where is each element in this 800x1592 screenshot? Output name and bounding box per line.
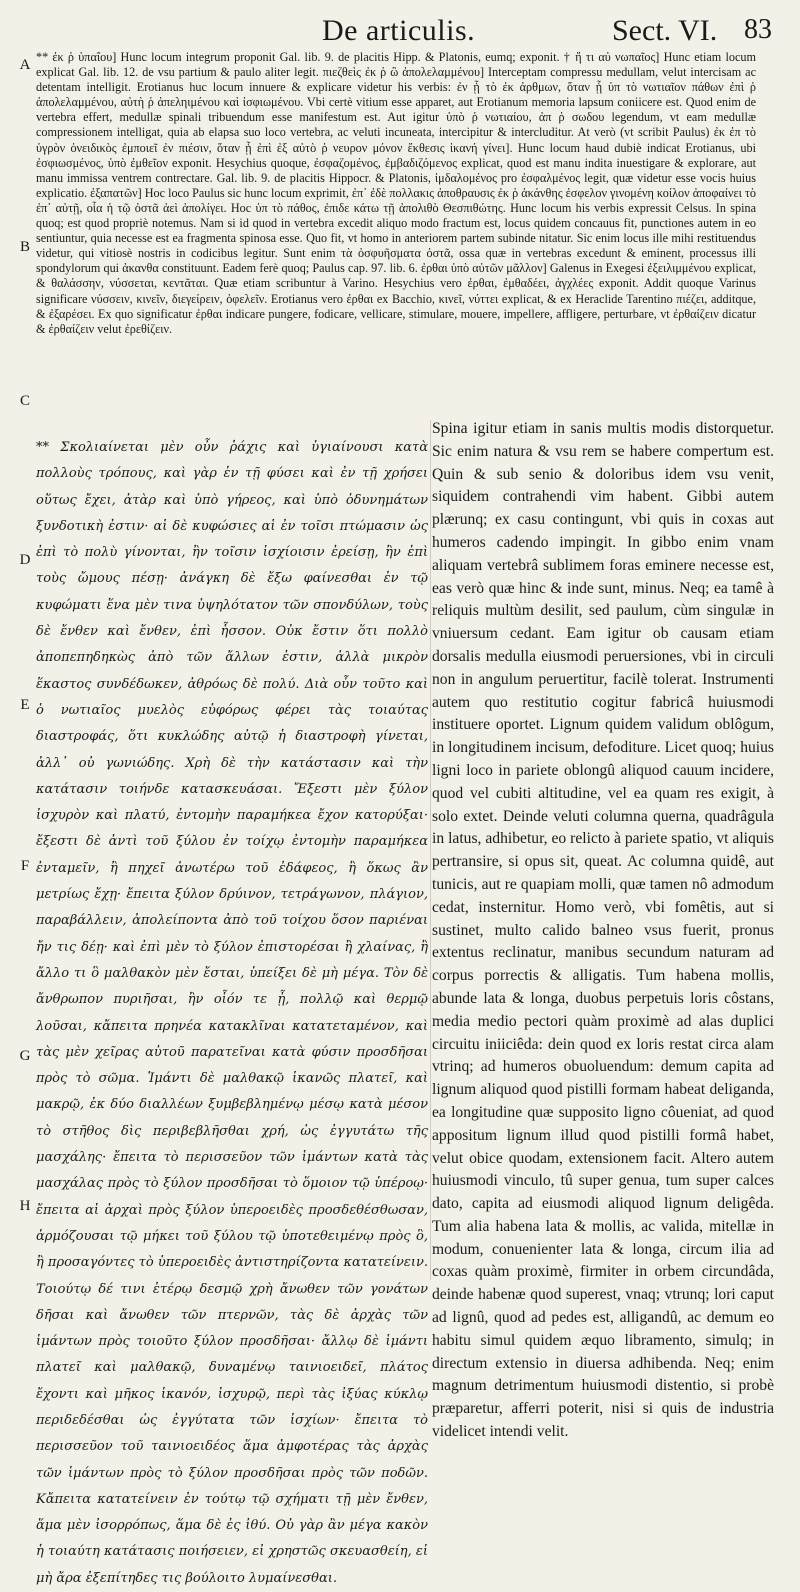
running-title: De articulis. [322,14,476,47]
column-divider [430,420,431,1280]
margin-letter-c: C [19,393,30,409]
margin-letter-h: H [19,1198,31,1214]
page-header [0,8,800,52]
commentary-text: ** ἐκ ῥ ὑπαΐου] Hunc locum integrum proponit Gal. lib. 9. de placitis Hipp. & Platonis, eumq; exponit. † ἤ τι αὐ νωπαῖος] Hunc etiam locum explicat Gal. lib. 12. de vsu partium & paulo aliter legit. πιεζθεὶς ἐκ ῥ ὢ ἀπολελαμμένου] Interceptam compressu medullam, velut intercisam ac detentam intelligit. Erotianus huc locum innuere & explicare videtur his verbis: ἐν ᾗ τὸ ἐκ ἀρθμων, ὅταν ᾗ ὑπ τὸ νωτιαῖον πάθων ἐπὶ ῥ ἀπολελαμμένου, αὐτὴ ῥ ἀπεληιμένου καὶ ἰσφιωμένου. Vbi certè vitium esse apparet, aut Erotianum memoria lapsum coniicere est. Quod enim de vertebra effert, medullæ spinali tribuendum esse manifestum est. Aut igitur ὑπὸ ῥ νωτιαίου, ἀπ ῥ σωδου legendum, vt eam medullæ compressionem intelligat, quia ab elapsa suo loco vertebra, ac veluti incuneata, intercipitur & intercluditur. At verò (vt scribit Paulus) ἐκ ἐπ τὸ ὑγρὸν ὀνειδικὸς ἐμποιεῖ ἐν πιέσιν, ὅταν ᾗ ἐπὶ ἐξ αὐτὸ ῥ νευρον μόνον ἔκθεσις ἱκανή γίνει]. Hunc locum haud dubiè indicat Erotianus, ubi ἐσφιωσμένος, ὑπὸ ἐμθεῖον exponit. Hesychius quoque, ἐσφαζομένος, ἐμβαδιζόμενος explicat, quod est manu indita inuestigare & explorare, aut manu immissa ventrem contrectare. Gal. lib. 9. de placitis Hippocr. & Platonis, ἱμδαλομένος pro ἐσφαλμένος legit, quæ videtur esse vocis huius explicatio. ἐξαπατῶν] Hoc loco Paulus sic hunc locum exprimit, ἐπ᾽ ἐδὲ πολλακις ἀποθραυσις ἐκ ῥ ἀκάνθης ἐσφελον γινομένη κοίλον ἀποφαίνει τὸ ἐπ᾽ αὐτῇ, οἷα ἡ τῷ ὀστᾶ ἀεὶ ἀπολίγει. Hoc ὑπ τὸ πάθος, ἐπιδε κάτω τῇ ἀπολιθὸ Θεσπιθώτης. Hunc locum his verbis expressit Celsus. In spina quoq; est quod propriè notemus. Nam si id quod in vertebra excedit aliquo modo fractum est, locus quidem concauus fit, punctiones autem in eo sentiuntur, quia necesse est ea fragmenta spinosa esse. Quo fit, vt homo in anteriorem partem subinde nitatur. Sic enim locus ille mihi restituendus videtur, qui vitiosè nostris in codicibus legitur. Sunt enim τὰ ὀσφυῆσματα ὀστᾶ, ossa quæ in vertebras excedunt & eminent, processus illi spondylorum qui ἀκανθα constituunt. Eadem ferè quoq; Paulus cap. 97. lib. 6. ἐρθαι ὑπὸ αὐτῶν μᾶλλον] Galenus in Exegesi ἐξειλιμμένου explicat, & θαλάσσην, νύσσεται, κεντᾶται. Quæ etiam scribuntur à Varino. Hesychius vero ἐρθαι, ἐμθαδέει, ἀγχλέες exponit. Addit quoque Varinus significare νύσσειν, κινεῖν, διεγείρειν, ὀφελεῖν. Erotianus vero ἐρθαι ex Bacchio, κινεῖ, νύττει explicat, & ex Heraclide Tarentino πιέζει, additque, & ἐξαρέσει. Ex quo significatur ἐρθαι indicare pungere, fodicare, vellicare, stimulare, mouere, impellere, affligere, perturbare, vt ἐρθαίζειν dicatur & ἐρθαίζειν velut ἐρεθίζειν. [36,50,756,336]
margin-letter-a: A [19,57,31,73]
greek-text: ** Σκολιαίνεται μὲν οὖν ῥάχις καὶ ὑγιαίνουσι κατὰ πολλοὺς τρόπους, καὶ γὰρ ἐν τῇ φύσει καὶ ἐν τῇ χρήσει οὕτως ἔχει, ἀτὰρ καὶ ὑπὸ γήρεος, καὶ ὑπὸ ὀδυνημάτων ξυνδοτικὴ ἐστιν· αἱ δὲ κυφώσιες αἱ ἐν τοῖσι πτώμασιν ὡς ἐπὶ τὸ πολὺ γίνονται, ἢν τοῖσιν ἰσχίοισιν ἐρείσῃ, ἢν ἐπὶ τοὺς ὤμους πέσῃ· ἀνάγκη δὲ ἔξω φαίνεσθαι ἐν τῷ κυφώματι ἕνα μὲν τινα ὑψηλότατον τῶν σπονδύλων, τοὺς δὲ ἔνθεν καὶ ἔνθεν, ἐπὶ ἧσσον. Οὐκ ἔστιν ὅτι πολλὸ ἀποπεπηδηκὼς ἀπὸ τῶν ἄλλων ἐστιν, ἀλλὰ μικρὸν ἕκαστος συνδέδωκεν, ἀθρόως δὲ πολύ. Διὰ οὖν τοῦτο καὶ ὁ νωτιαῖος μυελὸς εὐφόρως φέρει τὰς τοιαύτας διαστροφάς, ὅτι κυκλώδης αὐτῷ ἡ διαστροφὴ γίνεται, ἀλλ᾽ οὐ γωνιώδης. Χρὴ δὲ τὴν κατάστασιν καὶ τὴν κατάτασιν τοιήνδε κατασκευάσαι. Ἔξεστι μὲν ξύλον ἰσχυρὸν καὶ πλατύ, ἐντομὴν παραμήκεα ἔχον κατορύξαι· ἔξεστι δὲ ἀντὶ τοῦ ξύλου ἐν τοίχῳ ἐντομὴν παραμήκεα ἐνταμεῖν, ἢ πηχεῖ ἀνωτέρω τοῦ ἐδάφεος, ἢ ὅκως ἂν μετρίως ἔχῃ· ἔπειτα ξύλον δρύινον, τετράγωνον, πλάγιον, παραβάλλειν, ἀπολείποντα ἀπὸ τοῦ τοίχου ὅσον παριέναι ἤν τις δέῃ· καὶ ἐπὶ μὲν τὸ ξύλον ἐπιστορέσαι ἢ χλαίνας, ἢ ἄλλο τι ὃ μαλθακὸν μὲν ἔσται, ὑπείξει δὲ μὴ μέγα. Τὸν δὲ ἄνθρωπον πυριῆσαι, ἢν οἷόν τε ᾖ, πολλῷ καὶ θερμῷ λοῦσαι, κἄπειτα πρηνέα κατακλῖναι κατατεταμένον, καὶ τὰς μὲν χεῖρας αὐτοῦ παρατεῖναι κατὰ φύσιν προσδῆσαι πρὸς τὸ σῶμα. Ἱμάντι δὲ μαλθακῷ ἱκανῶς πλατεῖ, καὶ μακρῷ, ἐκ δύο διαλλέων ξυμβεβλημένῳ μέσῳ κατὰ μέσον τὸ στῆθος δὶς περιβεβλῆσθαι χρή, ὡς ἐγγυτάτω τῆς μασχάλης· ἔπειτα τὸ περισσεῦον τῶν ἱμάντων κατὰ τὰς μασχάλας πρὸς τὸ ξύλον προσδῆσαι τὸ ὅμοιον τῷ ὑπέροῳ· ἔπειτα αἱ ἀρχαὶ πρὸς ξύλον ὑπεροειδὲς προσδεθέσθωσαν, ἁρμόζουσαι τῷ μήκει τοῦ ξύλου τῷ ὑποτεθειμένῳ πρὸς ὃ, ἢ προσαγόντες τὸ ὑπεροειδὲς ἀντιστηρίζοντα κατατείνειν. Τοιούτῳ δέ τινι ἑτέρῳ δεσμῷ χρὴ ἄνωθεν τῶν γονάτων δῆσαι καὶ ἄνωθεν τῶν πτερνῶν, τὰς δὲ ἀρχὰς τῶν ἱμάντων πρὸς τοιοῦτο ξύλον προσδῆσαι· ἄλλῳ δὲ ἱμάντι πλατεῖ καὶ μαλθακῷ, δυναμένῳ ταινιοειδεῖ, πλάτος ἔχοντι καὶ μῆκος ἱκανόν, ἰσχυρῷ, περὶ τὰς ἰξύας κύκλῳ περιδεδέσθαι ὡς ἐγγύτατα τῶν ἰσχίων· ἔπειτα τὸ περισσεῦον τοῦ ταινιοειδέος ἅμα ἀμφοτέρας τὰς ἀρχὰς τῶν ἱμάντων πρὸς τὸ ξύλον προσδῆσαι πρὸς τῶν ποδῶν. Κἄπειτα κατατείνειν ἐν τούτῳ τῷ σχήματι τῇ μὲν ἔνθεν, ἅμα μὲν ἰσορρόπως, ἅμα δὲ ἐς ἰθύ. Οὐ γὰρ ἂν μέγα κακὸν ἡ τοιαύτη κατάτασις ποιήσειεν, εἰ χρηστῶς σκευασθείη, εἰ μὴ ἄρα ἐξεπίτηδες τις βούλοιτο λυμαίνεσθαι. [36,440,428,1586]
commentary-block [36,50,756,337]
margin-letter-d: D [19,552,31,568]
section-label: Sect. VI. [612,14,718,47]
latin-text: Spina igitur etiam in sanis multis modis distorquetur. Sic enim natura & vsu rem se habere compertum est. Quin & sub senio & doloribus idem vsu venit, siquidem contrahendi vim habent. Gibbi autem plærunq; ex casu contingunt, vbi quis in coxas aut humeros cadendo impingit. In gibbo enim vnam aliquam vertebrâ sublimem foras eminere necesse est, eas verò quæ hinc & inde sunt, minus. Neq; ea tamê à reliquis multùm desilit, sed paulum, cùm singulæ in vniuersum cedant. Eam igitur ob causam etiam dorsalis medulla eiusmodi peruersiones, vbi in circuli non in angulum peruertitur, facilè tolerat. Instrumenti autem quo restitutio cogitur fabricâ huiusmodi instituere oportet. Lignum quidem validum oblôgum, in longitudinem incisum, defoditure. Licet quoq; huius ligni loco in pariete oblongû aliquod cauum incidere, quod vel cubiti altitudine, vel ea quam res exigit, à solo extet. Deinde veluti columna querna, quadrâgula in latus, adhibetur, eo relicto à pariete spatio, vt aliquis pertransire, si opus sit, queat. Ac columna quidê, aut tunicis, aut re quapiam molli, quæ tamen nô admodum cedat, insternitur. Homo verò, vbi fomêtis, aut si sustinet, multo calido balneo vsus fuerit, pronus extentus reclinatur, manibus secundum naturam ad corpus porrectis & alligatis. Tum habena mollis, abunde lata & longa, duobus perpetuis loris côstans, media medio pectori quàm proximè ad alas duplici circuitu iniiciêda: dein quod ex loris restat circa alam vtrinq; ad humeros obuoluendum: demum capita ad lignum aliquod quod pistilli formam habeat deliganda, ea longitudine quæ supposito ligno côueniat, ad quod appositum lignum illud quod pistilli formâ habet, velut obice quodam, extensionem facit. Altero autem huiusmodi vinculo, tû super genua, tum super calces dato, capita ad eiusmodi aliquod lignum deligêda. Tum alia habena lata & mollis, ac valida, mitellæ in modum, conuenienter lata & longa, circum ilia ad coxas quàm proximè, firmiter in orbem circundâda, deinde habenæ quod superest, vnaq; vtrunq; lori caput ad lignû, quod ad pedes est, alligandû, ac demum eo habitu simul quidem æquo libramento, simulq; in directum extensio in diuersa adhibenda. Neq; enim magnum detrimentum huiusmodi distentio, si probè præparetur, afferri poterit, nisi si quis de industria videlicet intendi velit. [432,420,774,1441]
margin-letter-e: E [20,697,30,713]
margin-letter-b: B [19,239,30,255]
latin-text-column [432,418,774,1444]
margin-letter-f: F [20,858,30,874]
margin-letter-g: G [19,1048,31,1064]
greek-text-column [36,435,428,1592]
page-number: 83 [744,14,772,45]
